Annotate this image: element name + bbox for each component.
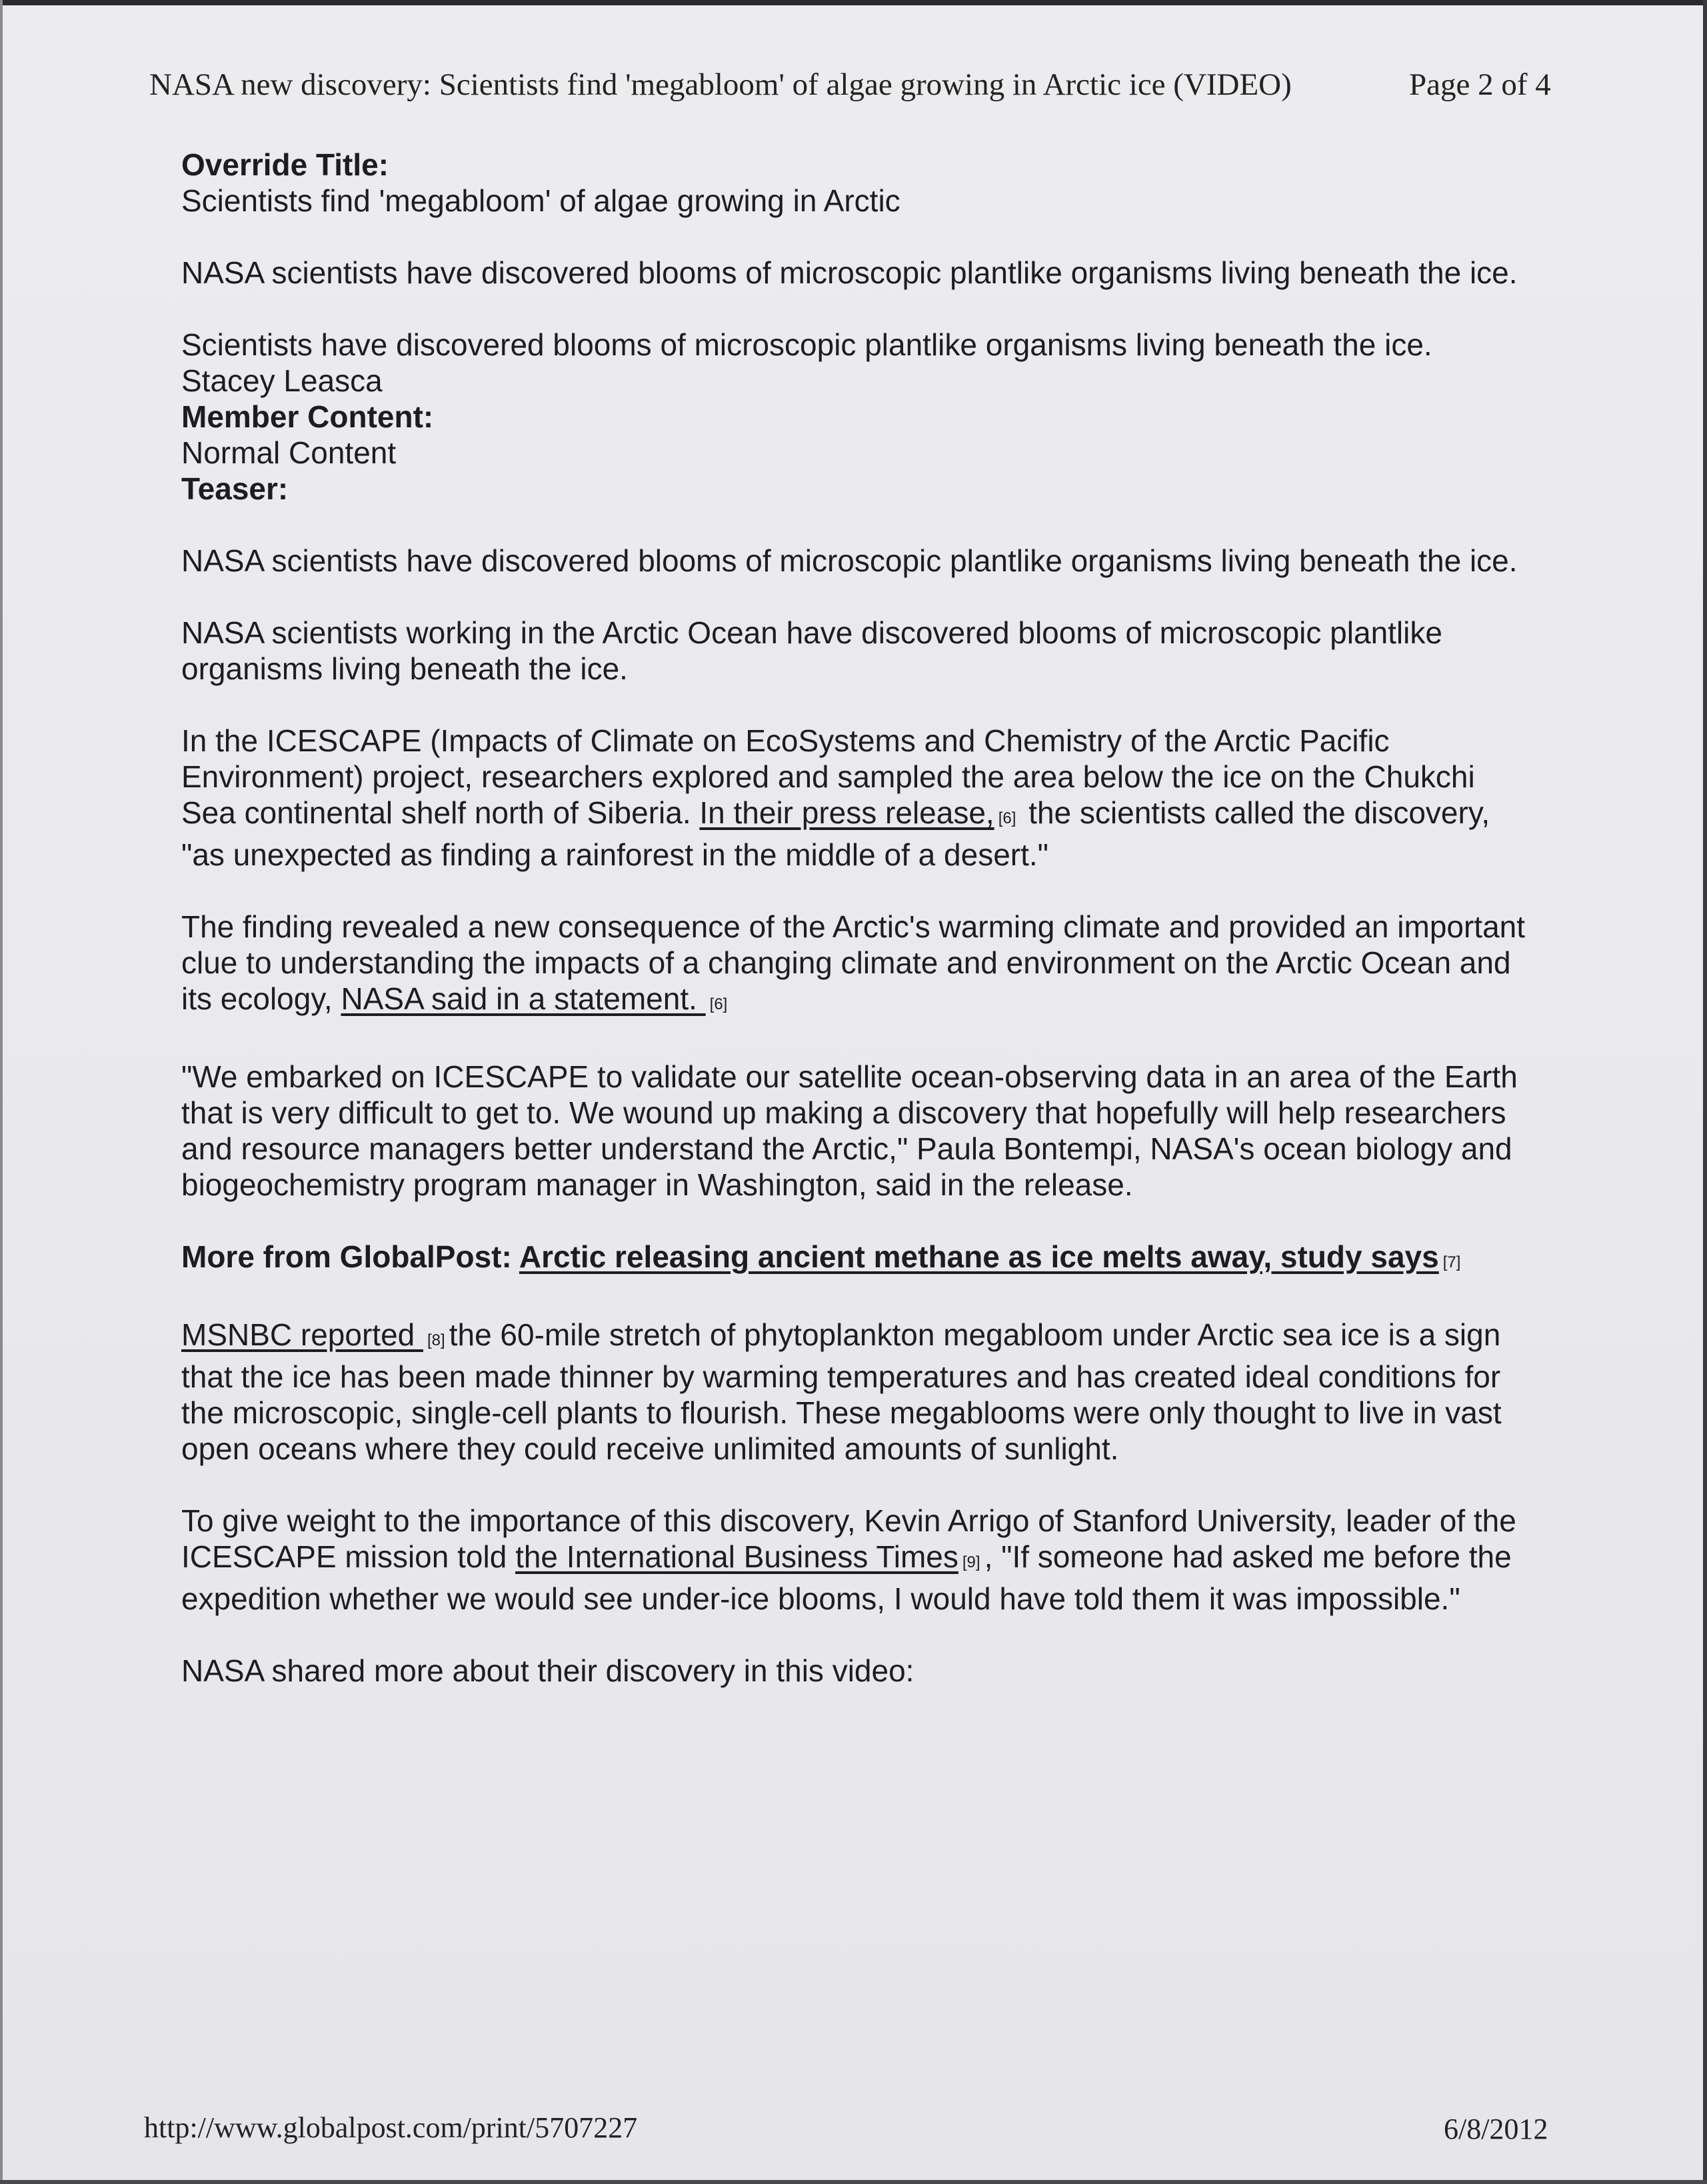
paragraph-6-text-b: , "If someone had asked me before the expedition whether we would see under-ice blooms, I would have told them it was impossible." — [181, 1539, 1512, 1616]
reference-8: [8] — [427, 1331, 445, 1349]
member-content-block — [181, 399, 1534, 471]
reference-6: [6] — [998, 809, 1016, 827]
arctic-methane-link[interactable]: Arctic releasing ancient methane as ice melts away, study says — [519, 1239, 1439, 1274]
member-content-label: Member Content: — [181, 399, 434, 434]
paragraph-2-text-b: the scientists called the discovery, "as unexpected as finding a rainforest in the middle of a desert." — [181, 795, 1490, 872]
scan-edge-top — [0, 0, 1707, 5]
reference-7: [7] — [1442, 1253, 1461, 1271]
scan-edge-right — [1703, 0, 1707, 2184]
msnbc-link[interactable]: MSNBC reported — [181, 1317, 424, 1352]
paragraph-4: "We embarked on ICESCAPE to validate our satellite ocean-observing data in an area of the Earth that is very difficult to get to. We wound up making a discovery that hopefully will help researchers and resource managers better understand the Arctic," Paula Bontempi, NASA's ocean biology and biogeochemistry program manager in Washington, said in the release. — [181, 1059, 1518, 1202]
paragraph-5-text: the 60-mile stretch of phytoplankton megabloom under Arctic sea ice is a sign that the ice has been made thinner by warming temperatures and has created ideal conditions for the microscopic, single-cell plants to flourish. These megablooms were only thought to live in vast open oceans where they could receive unlimited amounts of sunlight. — [181, 1317, 1502, 1466]
scan-edge-left — [0, 0, 3, 2184]
ibtimes-link[interactable]: the International Business Times — [515, 1539, 958, 1574]
teaser-text: NASA scientists have discovered blooms of microscopic plantlike organisms living beneath the ice. — [181, 543, 1518, 578]
teaser-block — [181, 471, 1534, 507]
teaser-label: Teaser: — [181, 471, 289, 506]
author-name: Stacey Leasca — [181, 363, 383, 398]
paragraph-7: NASA shared more about their discovery in this video: — [181, 1653, 914, 1688]
more-from-globalpost — [181, 1239, 1534, 1281]
reference-9: [9] — [962, 1553, 980, 1571]
member-content-value: Normal Content — [181, 435, 397, 470]
paragraph-6 — [181, 1503, 1534, 1617]
override-title-block — [181, 147, 1534, 219]
footer-date: 6/8/2012 — [1444, 2113, 1548, 2145]
press-release-link[interactable]: In their press release, — [699, 795, 994, 830]
reference-6-b: [6] — [709, 995, 728, 1013]
paragraph-1: NASA scientists working in the Arctic Ocean have discovered blooms of microscopic plantlike organisms living beneath the ice. — [181, 615, 1442, 686]
nasa-statement-link[interactable]: NASA said in a statement. — [341, 981, 706, 1016]
scan-edge-bottom — [0, 2180, 1707, 2184]
summary-1: NASA scientists have discovered blooms of microscopic plantlike organisms living beneath the ice. — [181, 255, 1518, 290]
header-title: NASA new discovery: Scientists find 'megabloom' of algae growing in Arctic ice (VIDEO) — [149, 67, 1292, 102]
more-label: More from GlobalPost: — [181, 1239, 519, 1274]
paragraph-5 — [181, 1317, 1534, 1467]
page-number: Page 2 of 4 — [1409, 67, 1551, 102]
override-title-value: Scientists find 'megabloom' of algae growing in Arctic — [181, 183, 900, 218]
summary-2: Scientists have discovered blooms of microscopic plantlike organisms living beneath the ice. — [181, 327, 1432, 362]
paragraph-6-text-a: To give weight to the importance of this discovery, Kevin Arrigo of Stanford University, leader of the ICESCAPE mission told — [181, 1503, 1516, 1574]
paragraph-3-text: The finding revealed a new consequence of the Arctic's warming climate and provided an important clue to understanding the impacts of a changing climate and environment on the Arctic Ocean and its ecology, — [181, 909, 1526, 1016]
footer-url: http://www.globalpost.com/print/5707227 — [144, 2111, 638, 2144]
article-body — [181, 147, 1534, 1725]
paragraph-2-text-a: In the ICESCAPE (Impacts of Climate on EcoSystems and Chemistry of the Arctic Pacific Environment) project, researchers explored and sampled the area below the ice on the Chukchi Sea continental shelf north of Siberia. — [181, 723, 1475, 830]
paragraph-3 — [181, 909, 1534, 1023]
override-title-label: Override Title: — [181, 147, 389, 182]
paragraph-2 — [181, 723, 1534, 873]
